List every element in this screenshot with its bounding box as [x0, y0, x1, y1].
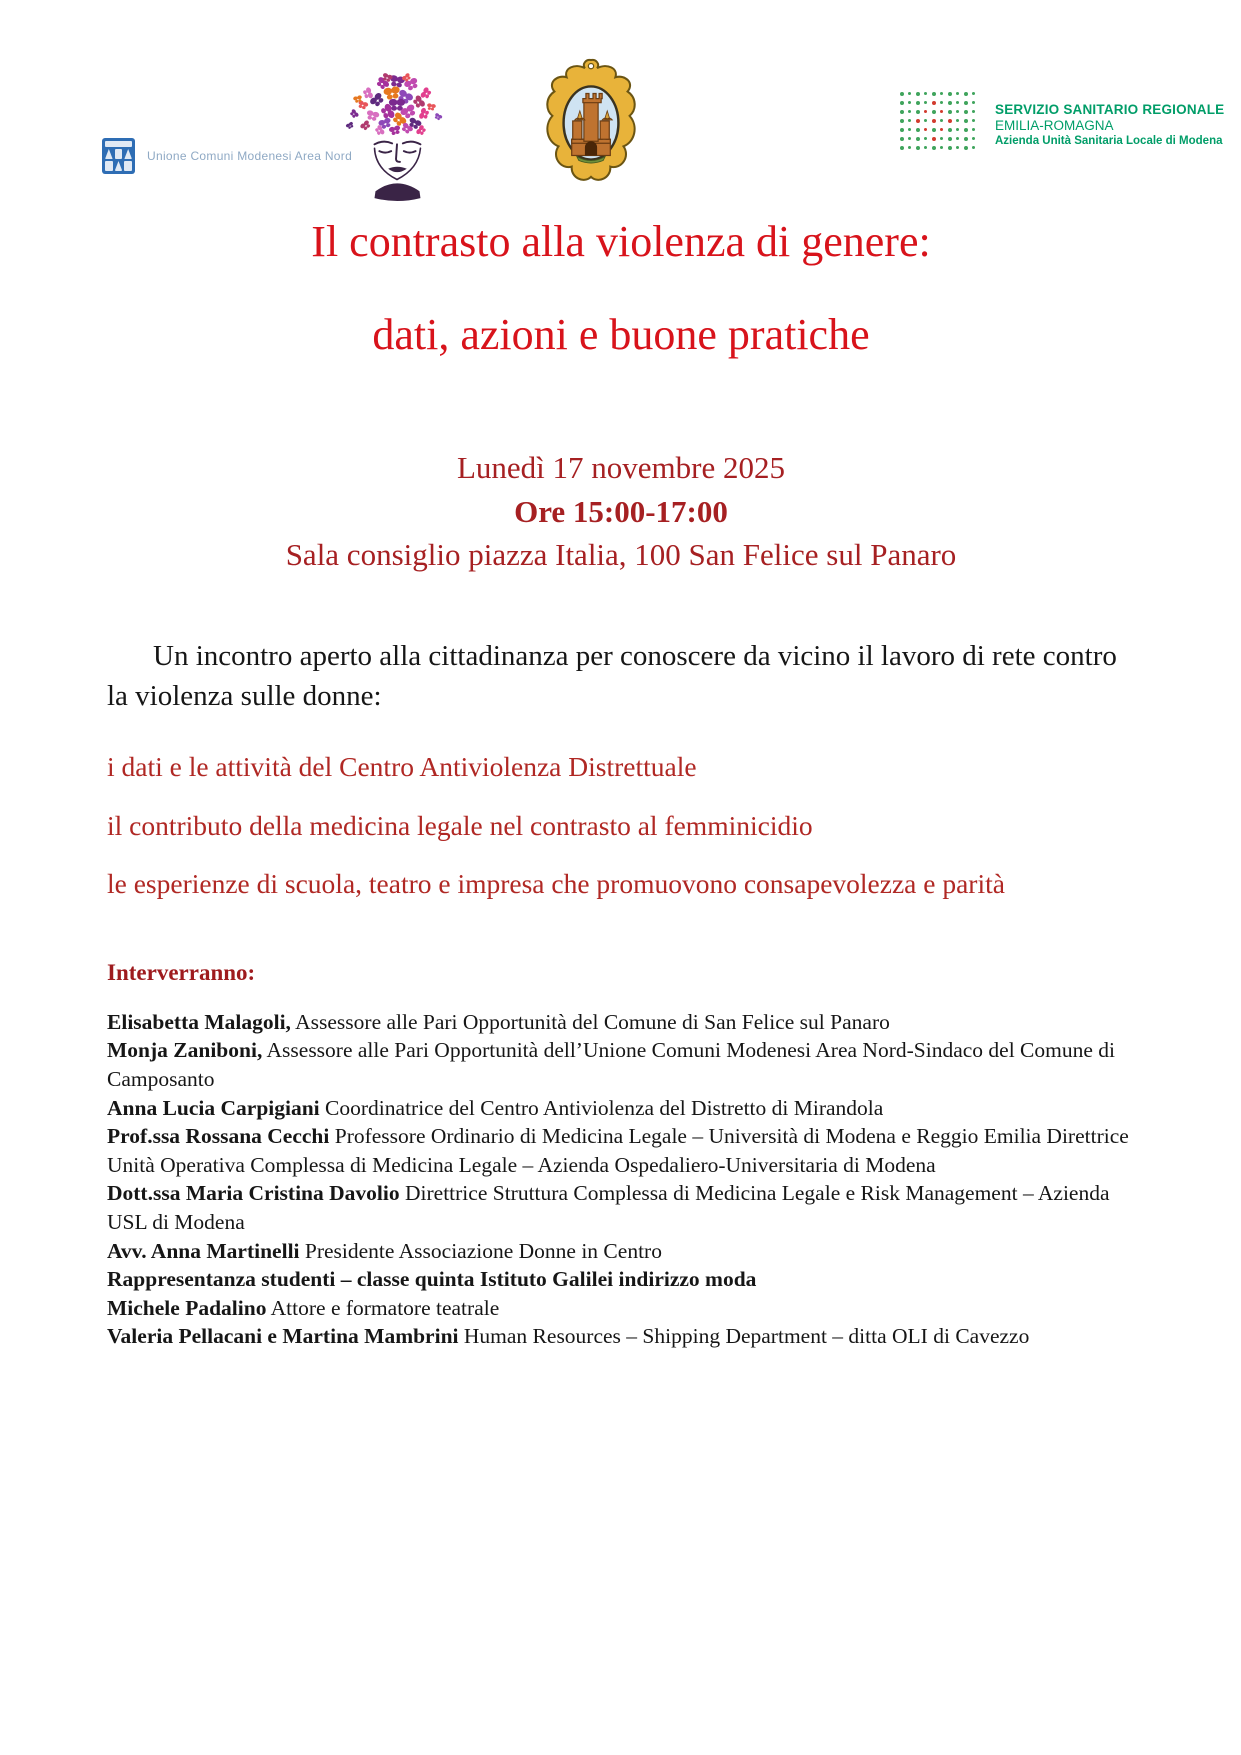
header-logos	[0, 0, 1241, 200]
topic-item: le esperienze di scuola, teatro e impresa che promuovono consapevolezza e parità	[107, 867, 1005, 899]
butterfly-woman-icon	[333, 70, 461, 202]
speaker-item: Valeria Pellacani e Martina Mambrini Human Resources – Shipping Department – ditta OLI di Cavezzo	[107, 1324, 1030, 1349]
butterfly-woman-logo	[333, 70, 461, 198]
event-time: Ore 15:00-17:00	[514, 493, 728, 529]
ssr-line1: SERVIZIO SANITARIO REGIONALE	[995, 101, 1225, 117]
ssr-dot-matrix-icon	[900, 92, 982, 156]
event-date: Lunedì 17 novembre 2025	[456, 450, 785, 486]
topics-list	[107, 748, 1135, 901]
san-felice-crest-logo	[540, 58, 642, 190]
municipal-crest-icon	[540, 58, 642, 190]
unione-comuni-grid-icon	[102, 138, 135, 174]
speaker-item: Prof.ssa Rossana Cecchi Professore Ordinario di Medicina Legale – Università di Modena e Reggio Emilia Direttrice Unità Operativa Complessa di Medicina Legale – Azienda Ospedaliero-Universitaria di Modena	[107, 1124, 1129, 1177]
speakers-list	[107, 1008, 1135, 1351]
unione-comuni-logo	[102, 138, 352, 174]
servizio-sanitario-logo	[900, 92, 1224, 156]
flyer-content	[107, 195, 1135, 1351]
speaker-item: Dott.ssa Maria Cristina Davolio Direttrice Struttura Complessa di Medicina Legale e Risk Management – Azienda USL di Modena	[107, 1181, 1110, 1234]
unione-comuni-label: Unione Comuni Modenesi Area Nord	[147, 149, 353, 163]
ssr-line3: Azienda Unità Sanitaria Locale di Modena	[995, 134, 1223, 147]
speaker-item: Anna Lucia Carpigiani Coordinatrice del Centro Antiviolenza del Distretto di Mirandola	[107, 1095, 884, 1120]
speaker-item: Rappresentanza studenti – classe quinta Istituto Galilei indirizzo moda	[107, 1267, 757, 1292]
speaker-item: Michele Padalino Attore e formatore teatrale	[107, 1295, 500, 1320]
title-line-2: dati, azioni e buone pratiche	[372, 309, 870, 359]
topic-item: i dati e le attività del Centro Antiviolenza Distrettuale	[107, 751, 697, 783]
topic-item: il contributo della medicina legale nel contrasto al femminicidio	[107, 809, 813, 841]
lips	[388, 167, 407, 172]
ssr-line2: EMILIA-ROMAGNA	[995, 117, 1114, 133]
event-venue: Sala consiglio piazza Italia, 100 San Felice sul Panaro	[285, 536, 957, 572]
speaker-item: Avv. Anna Martinelli Presidente Associazione Donne in Centro	[107, 1238, 662, 1263]
title-line-1: Il contrasto alla violenza di genere:	[311, 217, 931, 266]
intro-paragraph: Un incontro aperto alla cittadinanza per conoscere da vicino il lavoro di rete contro la violenza sulle donne:	[107, 640, 1117, 713]
speakers-heading: Interverranno:	[107, 959, 256, 985]
page-title	[107, 217, 1135, 360]
ssr-text	[995, 102, 1224, 147]
event-details	[107, 446, 1135, 576]
speaker-item: Monja Zaniboni, Assessore alle Pari Opportunità dell’Unione Comuni Modenesi Area Nord-Sindaco del Comune di Camposanto	[107, 1038, 1116, 1091]
speaker-item: Elisabetta Malagoli, Assessore alle Pari Opportunità del Comune di San Felice sul Panaro	[107, 1009, 890, 1034]
